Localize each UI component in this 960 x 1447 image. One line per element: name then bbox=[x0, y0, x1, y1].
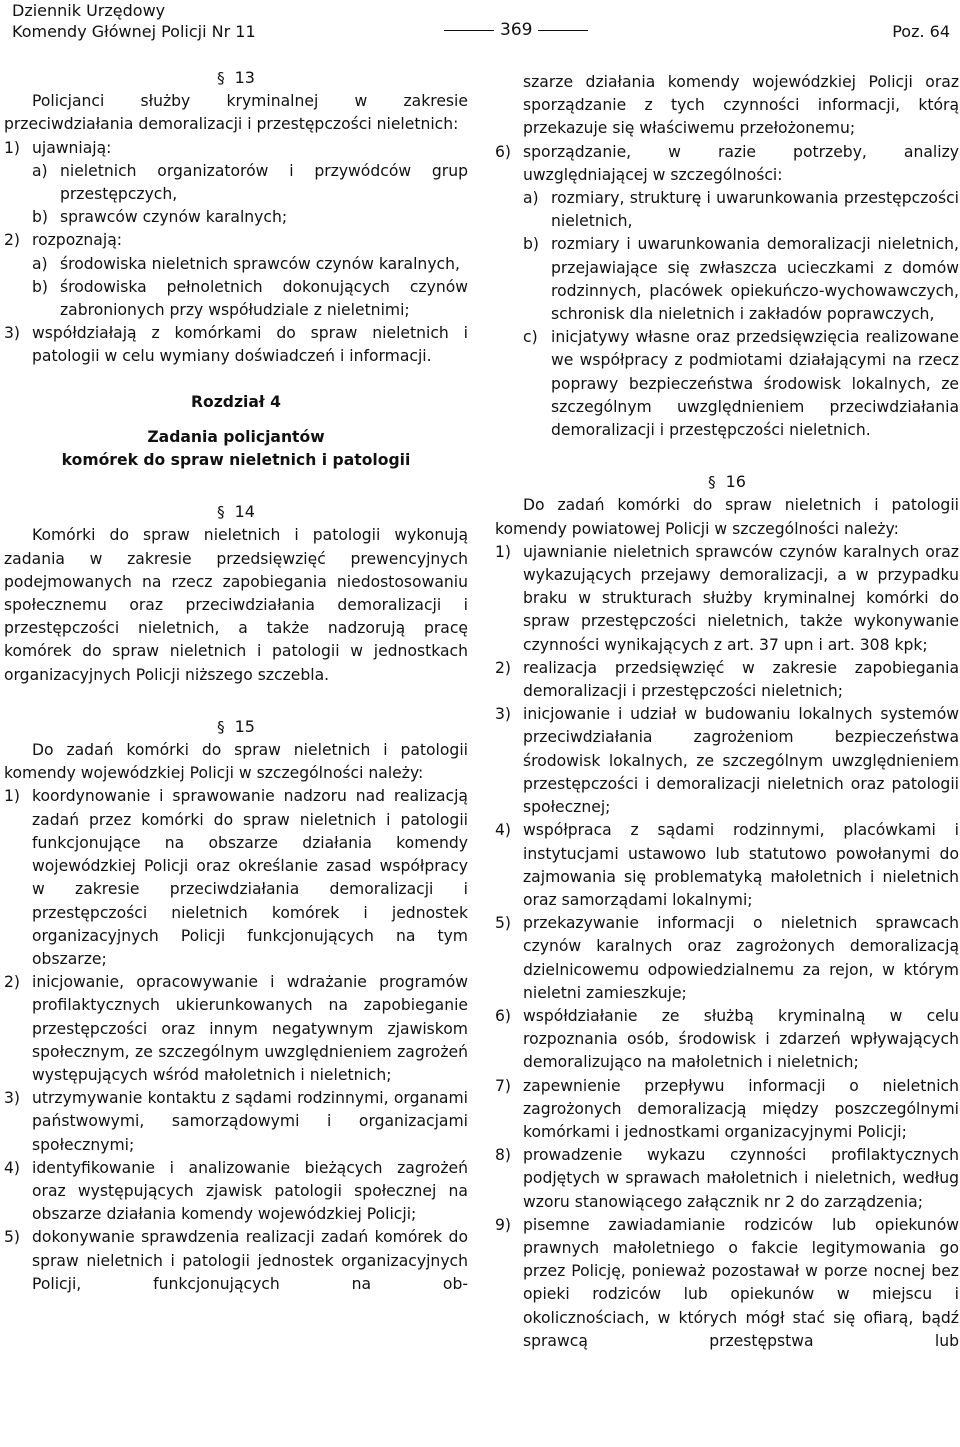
item-text: inicjowanie i udział w budowaniu lokalnych systemów przeciwdziałania zagrożeniom bezpieczeństwa środowisk lokalnych, ze szczególnym uwzględnieniem przestępczości i demoralizacji nieletnich oraz patologii społecznej; bbox=[523, 705, 959, 817]
item-number: 1) bbox=[495, 542, 512, 561]
list-subitem bbox=[4, 206, 468, 229]
item-text: współdziałają z komórkami do spraw nieletnich i patologii w celu wymiany doświadczeń i informacji. bbox=[32, 324, 468, 366]
section-13-number: 13 bbox=[234, 68, 255, 87]
subitem-letter: a) bbox=[523, 189, 539, 208]
list-item bbox=[4, 322, 468, 368]
section-15-intro: Do zadań komórki do spraw nieletnich i patologii komendy wojewódzkiej Policji w szczególności należy: bbox=[4, 741, 468, 783]
list-item bbox=[4, 229, 468, 252]
section-16-heading bbox=[495, 470, 959, 494]
list-item bbox=[4, 1087, 468, 1157]
list-subitem bbox=[4, 160, 468, 206]
chapter-title-line2: komórek do spraw nieletnich i patologii bbox=[61, 451, 411, 470]
subitem-text: rozmiary, strukturę i uwarunkowania przestępczości nieletnich, bbox=[551, 189, 959, 231]
list-subitem bbox=[495, 187, 959, 233]
item-text: pisemne zawiadamianie rodziców lub opiekunów prawnych małoletniego o fakcie legitymowania go przez Policję, ponieważ pozostawał w porze nocnej bez opieki rodziców lub opiekunów w miejscu i okolicznościach, w których mógł stać się ofiarą, bądź sprawcą przestępstwa lub bbox=[523, 1215, 959, 1350]
section-symbol: § bbox=[217, 503, 225, 522]
list-item bbox=[495, 703, 959, 819]
subitem-letter: a) bbox=[32, 161, 48, 180]
list-item bbox=[495, 912, 959, 1005]
list-item bbox=[495, 1144, 959, 1214]
list-item bbox=[4, 1157, 468, 1227]
list-item bbox=[4, 785, 468, 971]
item-number: 2) bbox=[495, 658, 512, 677]
subitem-text: rozmiary i uwarunkowania demoralizacji nieletnich, przejawiające się zwłaszcza ucieczkami z domów rodzinnych, placówek opiekuńczo-wychowawczych, schronisk dla nieletnich i zakładów poprawczych, bbox=[551, 235, 959, 324]
subitem-text: nieletnich organizatorów i przywódców grup przestępczych, bbox=[60, 161, 468, 204]
item-text: koordynowanie i sprawowanie nadzoru nad realizacją zadań przez komórki do spraw nieletnich i patologii funkcjonujące na obszarze działania komendy wojewódzkiej Policji oraz określanie zasad współpracy w zakresie przeciwdziałania demoralizacji i przestępczości nieletnich komórek i jednostek organizacyjnych Policji funkcjonujących na tym obszarze; bbox=[32, 787, 468, 968]
item-number: 7) bbox=[495, 1076, 512, 1095]
list-subitem bbox=[495, 326, 959, 442]
page-number-value: 369 bbox=[500, 20, 533, 40]
chapter-label: Rozdział 4 bbox=[191, 392, 281, 411]
subitem-text: środowiska pełnoletnich dokonujących czynów zabronionych przy współudziale z nieletnimi; bbox=[60, 277, 468, 320]
journal-title-line1: Dziennik Urzędowy bbox=[12, 1, 166, 20]
list-item bbox=[495, 1075, 959, 1145]
item-text: przekazywanie informacji o nieletnich sprawcach czynów karalnych oraz zagrożonych demoralizacją dzielnicowemu odpowiedzialnemu za rejon, w którym nieletni zamieszkuje; bbox=[523, 914, 959, 1002]
section-symbol: § bbox=[217, 717, 225, 736]
section-symbol: § bbox=[708, 473, 716, 492]
item-text: prowadzenie wykazu czynności profilaktycznych podjętych w sprawach małoletnich i nieletnich, według wzoru stanowiącego załącznik nr 2 do zarządzenia; bbox=[523, 1146, 959, 1211]
section-13-heading bbox=[4, 66, 468, 90]
subitem-letter: b) bbox=[523, 235, 539, 254]
section-symbol: § bbox=[217, 69, 225, 87]
item-number: 1) bbox=[4, 138, 21, 157]
item-number: 8) bbox=[495, 1146, 512, 1165]
item-number: 5) bbox=[4, 1228, 21, 1247]
item-number: 4) bbox=[4, 1158, 21, 1177]
section-14-number: 14 bbox=[234, 502, 255, 522]
section-16-number: 16 bbox=[725, 472, 746, 492]
item-text: rozpoznają: bbox=[32, 231, 122, 250]
journal-title-line2: Komendy Głównej Policji Nr 11 bbox=[12, 22, 256, 41]
subitem-text: środowiska nieletnich sprawców czynów karalnych, bbox=[60, 254, 460, 273]
item-text: ujawniają: bbox=[32, 138, 112, 157]
list-item bbox=[495, 1005, 959, 1075]
item-number: 4) bbox=[495, 821, 512, 840]
subitem-letter: b) bbox=[32, 208, 48, 227]
item-text: realizacja przedsięwzięć w zakresie zapobiegania demoralizacji i przestępczości nieletnich; bbox=[523, 658, 959, 701]
item-text: utrzymywanie kontaktu z sądami rodzinnymi, organami państwowymi, samorządowymi i organizacjami społecznymi; bbox=[32, 1089, 468, 1154]
page-number-dash-left bbox=[444, 30, 494, 31]
section-14-text: Komórki do spraw nieletnich i patologii wykonują zadania w zakresie przedsięwzięć prewencyjnych podejmowanych na rzecz zapobiegania niedostosowaniu społecznemu oraz przeciwdziałania demoralizacji i przestępczości nieletnich, a także nadzorują pracę komórek do spraw nieletnich i patologii w jednostkach organizacyjnych Policji niższego szczebla. bbox=[4, 526, 468, 684]
section-15-number: 15 bbox=[234, 716, 255, 736]
left-column bbox=[4, 66, 468, 1296]
subitem-letter: b) bbox=[32, 277, 48, 296]
item-number: 1) bbox=[4, 787, 21, 806]
item-number: 9) bbox=[495, 1215, 512, 1234]
list-item bbox=[495, 657, 959, 703]
section-15-heading bbox=[4, 715, 468, 739]
item-text: ujawnianie nieletnich sprawców czynów karalnych oraz wykazujących przejawy demoralizacji, a w przypadku braku w strukturach służby kryminalnej komórki do spraw przestępczości nieletnich, także wykonywanie czynności wynikających z art. 37 upn i art. 308 kpk; bbox=[523, 542, 959, 654]
list-item bbox=[495, 819, 959, 912]
item-text: sporządzanie, w razie potrzeby, analizy uwzględniającej w szczególności: bbox=[523, 142, 959, 184]
item-text: dokonywanie sprawdzenia realizacji zadań komórek do spraw nieletnich i patologii jednostek organizacyjnych Policji, funkcjonujących na ob- bbox=[32, 1228, 468, 1293]
item-number: 2) bbox=[4, 231, 21, 250]
list-item bbox=[4, 1226, 468, 1296]
item-number: 2) bbox=[4, 973, 21, 992]
item-text: współdziałanie ze służbą kryminalną w celu rozpoznania osób, środowisk i zdarzeń wpływających demoralizująco na małoletnich i nieletnich; bbox=[523, 1006, 959, 1072]
item-number: 6) bbox=[495, 142, 512, 161]
position-number: Poz. 64 bbox=[892, 22, 950, 41]
page-number bbox=[438, 20, 594, 41]
list-item bbox=[495, 141, 959, 187]
item-number: 5) bbox=[495, 914, 512, 933]
item-number: 3) bbox=[4, 324, 21, 343]
section-13-intro: Policjanci służby kryminalnej w zakresie przeciwdziałania demoralizacji i przestępczości nieletnich: bbox=[4, 92, 468, 134]
section-15-continuation: szarze działania komendy wojewódzkiej Policji oraz sporządzanie z tych czynności informacji, którą przekazuje się właściwemu przełożonemu; bbox=[523, 73, 959, 138]
list-item bbox=[495, 1214, 959, 1353]
section-16-intro: Do zadań komórki do spraw nieletnich i patologii komendy powiatowej Policji w szczególności należy: bbox=[495, 496, 959, 538]
chapter-title-line1: Zadania policjantów bbox=[147, 427, 325, 446]
list-item bbox=[4, 971, 468, 1087]
list-subitem bbox=[4, 253, 468, 276]
list-subitem bbox=[495, 233, 959, 326]
item-number: 6) bbox=[495, 1006, 512, 1025]
journal-title bbox=[12, 0, 256, 42]
list-subitem bbox=[4, 276, 468, 322]
list-item bbox=[495, 541, 959, 657]
item-text: współpraca z sądami rodzinnymi, placówkami i instytucjami ustawowo lub statutowo powołanymi do zajmowania się problematyką małoletnich i nieletnich oraz samorządami lokalnymi; bbox=[523, 821, 959, 909]
item-text: inicjowanie, opracowywanie i wdrażanie programów profilaktycznych ukierunkowanych na zapobieganie przestępczości oraz innym negatywnym zjawiskom społecznym, ze szczególnym uwzględnieniem zagrożeń występujących wśród małoletnich i nieletnich; bbox=[32, 973, 468, 1084]
subitem-text: inicjatywy własne oraz przedsięwzięcia realizowane we współpracy z podmiotami działającymi na rzecz poprawy bezpieczeństwa środowisk lokalnych, ze szczególnym uwzględnieniem przeciwdziałania demoralizacji i przestępczości nieletnich. bbox=[551, 328, 959, 440]
subitem-text: sprawców czynów karalnych; bbox=[60, 208, 288, 227]
item-text: zapewnienie przepływu informacji o nieletnich zagrożonych demoralizacją między poszczególnymi komórkami i jednostkami organizacyjnymi Policji; bbox=[523, 1076, 959, 1141]
subitem-letter: c) bbox=[523, 328, 538, 347]
subitem-letter: a) bbox=[32, 254, 48, 273]
right-column bbox=[495, 71, 959, 1353]
item-text: identyfikowanie i analizowanie bieżących zagrożeń oraz występujących zjawisk patologii społecznej na obszarze działania komendy wojewódzkiej Policji; bbox=[32, 1158, 468, 1224]
page-number-dash-right bbox=[538, 30, 588, 31]
section-14-heading bbox=[4, 500, 468, 524]
list-item bbox=[4, 137, 468, 160]
item-number: 3) bbox=[495, 705, 512, 724]
item-number: 3) bbox=[4, 1089, 21, 1108]
